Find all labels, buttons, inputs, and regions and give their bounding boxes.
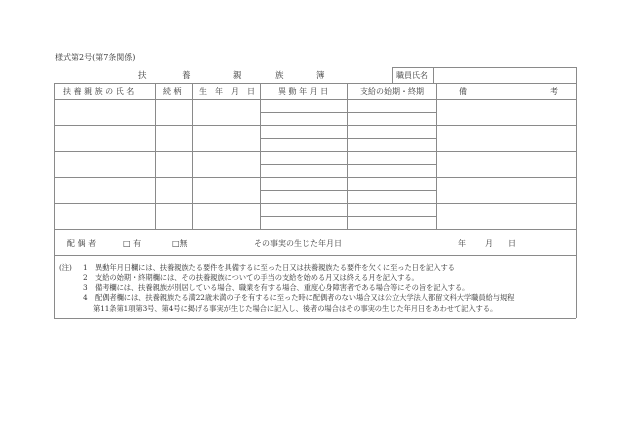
row-1-change-field-a[interactable] — [261, 100, 346, 111]
title-char-4: 族 — [275, 71, 284, 81]
row-3-period-field-b[interactable] — [348, 165, 435, 176]
header-change-date: 異 動 年 月 日 — [278, 87, 329, 96]
row-3-change-field-b[interactable] — [261, 165, 346, 176]
row-4-name-field[interactable] — [55, 178, 154, 202]
title-char-1: 扶 — [138, 71, 147, 81]
row-3-remarks-field[interactable] — [437, 152, 575, 176]
spouse-no-checkbox[interactable]: □無 — [172, 239, 188, 248]
row-5-remarks-field[interactable] — [437, 204, 575, 228]
title-char-2: 養 — [182, 71, 191, 81]
row-1-change-field-b[interactable] — [261, 113, 346, 124]
row-1-name-field[interactable] — [55, 100, 154, 124]
spouse-yes-checkbox[interactable]: □ 有 — [123, 239, 142, 248]
form-code: 様式第2号(第7条関係) — [55, 53, 136, 62]
row-2-relation-field[interactable] — [156, 126, 191, 150]
employee-box-left — [392, 67, 393, 83]
row-5-name-field[interactable] — [55, 204, 154, 228]
row-4-birth-field[interactable] — [193, 178, 259, 202]
header-remarks-2: 考 — [550, 87, 558, 96]
employee-name-field[interactable] — [434, 68, 575, 82]
fact-date-label: その事実の生じた年月日 — [254, 239, 342, 248]
row-4-change-field-a[interactable] — [261, 178, 346, 189]
row-4-period-field-a[interactable] — [348, 178, 435, 189]
row-1-period-field-a[interactable] — [348, 100, 435, 111]
row-2-remarks-field[interactable] — [437, 126, 575, 150]
row-1-remarks-field[interactable] — [437, 100, 575, 124]
fact-date-month: 月 — [485, 239, 493, 248]
spouse-row-bottom-border — [54, 255, 576, 256]
header-birth-4: 日 — [247, 87, 255, 96]
spouse-label: 配 偶 者 — [67, 239, 97, 248]
header-birth-1: 生 — [199, 87, 207, 96]
header-birth-2: 年 — [215, 87, 223, 96]
title-char-5: 簿 — [316, 71, 325, 81]
fact-date-day: 日 — [508, 239, 516, 248]
row-3-period-field-a[interactable] — [348, 152, 435, 163]
row-5-change-field-a[interactable] — [261, 204, 346, 215]
fact-date-year: 年 — [458, 239, 466, 248]
header-period: 支給の始期・終期 — [360, 87, 424, 96]
row-1-relation-field[interactable] — [156, 100, 191, 124]
row-4-relation-field[interactable] — [156, 178, 191, 202]
note-4-number: 4 — [83, 293, 88, 302]
note-4-continuation: 第11条第1項第3号、第4号に掲げる事実が生じた場合に記入し、後者の場合はその事実の生じた年月日をあわせて記入する。 — [93, 304, 498, 313]
table-bottom-border — [54, 318, 576, 319]
row-3-relation-field[interactable] — [156, 152, 191, 176]
note-3-text: 備考欄には、扶養親族が別居している場合、職業を有する場合、重度心身障害者である場合等にその旨を記入する。 — [95, 283, 470, 292]
row-3-change-field-a[interactable] — [261, 152, 346, 163]
row-border-5 — [54, 229, 576, 230]
table-top-border — [54, 83, 576, 84]
row-2-period-field-b[interactable] — [348, 139, 435, 150]
title-char-3: 親 — [233, 71, 242, 81]
row-4-remarks-field[interactable] — [437, 178, 575, 202]
row-5-period-field-a[interactable] — [348, 204, 435, 215]
row-3-birth-field[interactable] — [193, 152, 259, 176]
note-1-number: 1 — [83, 263, 88, 272]
employee-name-label: 職員氏名 — [396, 71, 428, 80]
header-name: 扶 養 親 族 の 氏 名 — [63, 87, 135, 96]
row-3-name-field[interactable] — [55, 152, 154, 176]
row-5-period-field-b[interactable] — [348, 217, 435, 228]
row-1-period-field-b[interactable] — [348, 113, 435, 124]
header-birth-3: 月 — [231, 87, 239, 96]
row-4-change-field-b[interactable] — [261, 191, 346, 202]
notes-prefix: (注) — [59, 263, 72, 272]
note-4-text: 配偶者欄には、扶養親族たる満22歳未満の子を有するに至った時に配偶者のない場合又は公立大学法人都留文科大学職員給与規程 — [95, 293, 515, 302]
row-2-change-field-b[interactable] — [261, 139, 346, 150]
row-2-change-field-a[interactable] — [261, 126, 346, 137]
note-1-text: 異動年月日欄には、扶養親族たる要件を具備するに至った日又は扶養親族たる要件を欠くに至った日を記入する — [95, 263, 455, 272]
row-1-birth-field[interactable] — [193, 100, 259, 124]
row-2-name-field[interactable] — [55, 126, 154, 150]
row-2-period-field-a[interactable] — [348, 126, 435, 137]
note-2-text: 支給の始期・終期欄には、その扶養親族についての手当の支給を始める月又は終える月を記入する。 — [95, 273, 419, 282]
row-5-relation-field[interactable] — [156, 204, 191, 228]
note-2-number: 2 — [83, 273, 88, 282]
row-2-birth-field[interactable] — [193, 126, 259, 150]
header-remarks-1: 備 — [459, 87, 467, 96]
note-3-number: 3 — [83, 283, 88, 292]
row-5-birth-field[interactable] — [193, 204, 259, 228]
row-5-change-field-b[interactable] — [261, 217, 346, 228]
table-right-border — [576, 67, 577, 318]
row-4-period-field-b[interactable] — [348, 191, 435, 202]
header-relation: 続 柄 — [163, 87, 182, 96]
